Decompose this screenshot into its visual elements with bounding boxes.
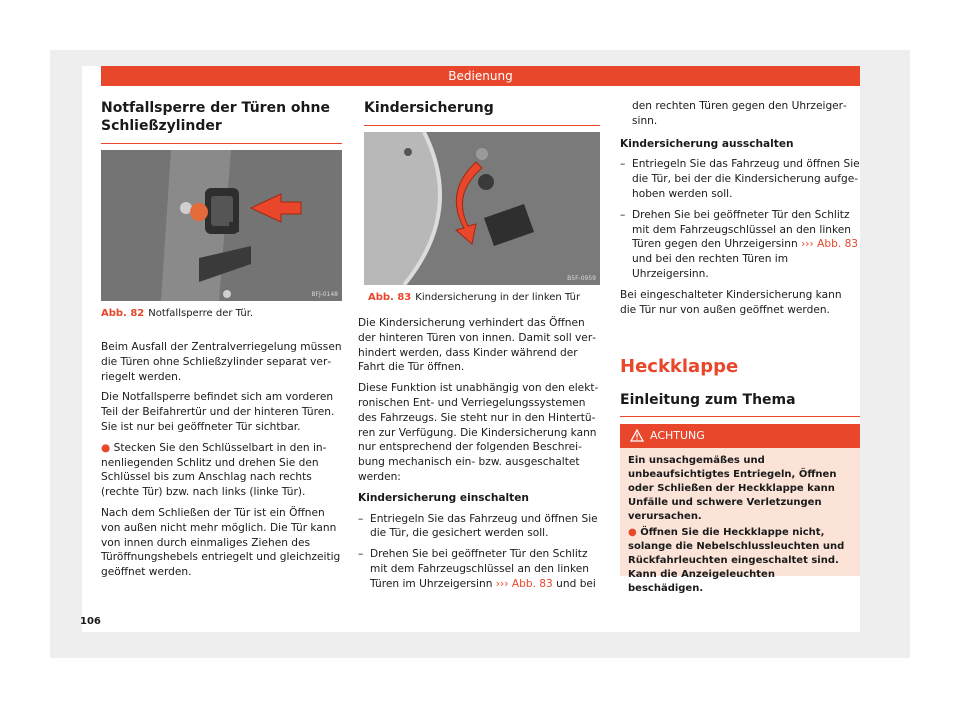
intro-heading-wrap <box>620 392 860 417</box>
warning-triangle-icon <box>630 429 644 442</box>
figure-82-code: BFJ-0148 <box>311 291 338 298</box>
figure-83-reference-link-2[interactable]: ››› Abb. 83 <box>801 238 859 251</box>
col1-paragraph-3: Nach dem Schließen der Tür ist ein Öffnen von außen nicht mehr möglich. Die Tür kann von innen durch einmaliges Ziehen des Türöffnungshebels entriegelt und gleichzeitig geöffnet werden. <box>101 506 341 579</box>
heckklappe-heading: Heckklappe <box>620 356 739 377</box>
warning-header <box>620 424 860 448</box>
col1-paragraph-2: Die Notfallsperre befindet sich am vorderen Teil der Beifahrertür und der hinteren Türen. Sie ist nur bei geöffneter Tür sichtbar. <box>101 391 335 433</box>
col2-paragraph-2: Diese Funktion ist unabhängig von den elektronischen Ent- und Verriegelungssystemen des Fahrzeugs. Sie steht nur in den Hintertüren zur Verfügung. Die Kindersicherung kann nur entsprechend der folgenden Beschreibung mechanisch ein- bzw. ausgeschaltet werden: <box>358 382 599 483</box>
col3-body <box>620 99 860 323</box>
warning-body <box>620 448 860 604</box>
col2-dash-text-2: Drehen Sie bei geöffneter Tür den Schlitz mit dem Fahrzeugschlüssel an den linken Türen im Uhrzeigersinn <box>370 548 589 590</box>
col3-paragraph-1: Bei eingeschalteter Kindersicherung kann die Tür nur von außen geöffnet werden. <box>620 288 842 316</box>
figure-82 <box>101 150 342 301</box>
warning-box <box>620 424 860 594</box>
warning-paragraph-2: Öffnen Sie die Heckklappe nicht, solange die Nebelschlussleuchten und Rückfahrleuchten eingeschaltet sind. Kann die Anzeigeleuchten beschädigen. <box>628 527 845 594</box>
col1-heading: Notfallsperre der Türen ohne Schließzylinder <box>101 100 330 134</box>
col3-dash-text-2: Drehen Sie bei geöffneter Tür den Schlitz mit dem Fahrzeugschlüssel an den linken Türen gegen den Uhrzeigersinn <box>632 208 851 251</box>
col3-dash-text-2-end: und bei den rechten Türen im Uhrzeigersinn. <box>632 253 789 280</box>
child-lock-illustration <box>364 132 600 285</box>
col1-heading-wrap <box>101 99 342 144</box>
col3-subheading: Kindersicherung ausschalten <box>620 137 794 150</box>
col2-dash-item-2 <box>358 547 602 591</box>
warning-paragraph-1: Ein unsachgemäßes und unbeaufsichtigtes Entriegeln, Öffnen oder Schließen der Heckklappe kann Unfälle und schwere Verletzungen verursachen. <box>628 455 837 522</box>
col2-heading-wrap <box>364 99 600 126</box>
col1-paragraph-1: Beim Ausfall der Zentralverriegelung müssen die Türen ohne Schließzylinder separat verriegelt werden. <box>101 341 342 383</box>
col2-dash-text-1: Entriegeln Sie das Fahrzeug und öffnen Sie die Tür, die gesichert werden soll. <box>370 512 598 540</box>
intro-heading: Einleitung zum Thema <box>620 392 796 408</box>
warning-title: ACHTUNG <box>650 429 705 442</box>
bullet-dot: ● <box>101 441 111 454</box>
col2-heading: Kindersicherung <box>364 100 494 116</box>
col2-body <box>358 316 602 598</box>
page-number: 106 <box>80 616 101 627</box>
figure-83-label: Abb. 83 <box>368 292 412 303</box>
figure-83 <box>364 132 600 285</box>
figure-83-caption <box>368 291 600 304</box>
col1-body <box>101 340 344 586</box>
col1-bullet-text: Stecken Sie den Schlüsselbart in den innenliegenden Schlitz und drehen Sie den Schlüssel bis zum Anschlag nach rechts (rechte Tür) bzw. nach links (linke Tür). <box>101 441 327 499</box>
figure-83-reference-link[interactable]: ››› Abb. 83 <box>495 577 553 590</box>
figure-82-label: Abb. 82 <box>101 308 145 319</box>
col3-dash-item-1 <box>620 157 860 201</box>
col2-paragraph-1: Die Kindersicherung verhindert das Öffnen der hinteren Türen von innen. Damit soll verhindert werden, dass Kinder während der Fahrt die Tür öffnen. <box>358 317 597 374</box>
figure-83-caption-text: Kindersicherung in der linken Tür <box>415 292 581 303</box>
col3-dash-item-2 <box>620 208 860 282</box>
figure-82-caption-text: Notfallsperre der Tür. <box>148 308 254 319</box>
door-lock-illustration <box>101 150 342 301</box>
col2-subheading: Kindersicherung einschalten <box>358 491 529 504</box>
figure-83-code: B5F-0959 <box>567 275 596 282</box>
col2-dash-item-1 <box>358 512 602 542</box>
col3-dash-text-1: Entriegeln Sie das Fahrzeug und öffnen Sie die Tür, bei der die Kindersicherung aufgehoben werden soll. <box>632 158 860 200</box>
section-header: Bedienung <box>101 66 860 86</box>
warning-bullet-dot: ● <box>628 527 637 538</box>
col3-continuation: den rechten Türen gegen den Uhrzeigersinn. <box>632 100 847 127</box>
col2-dash-text-2-end: und bei <box>556 577 596 590</box>
figure-82-caption <box>101 307 342 320</box>
col1-bullet-item <box>101 441 344 500</box>
warning-bullet-item <box>628 526 852 596</box>
